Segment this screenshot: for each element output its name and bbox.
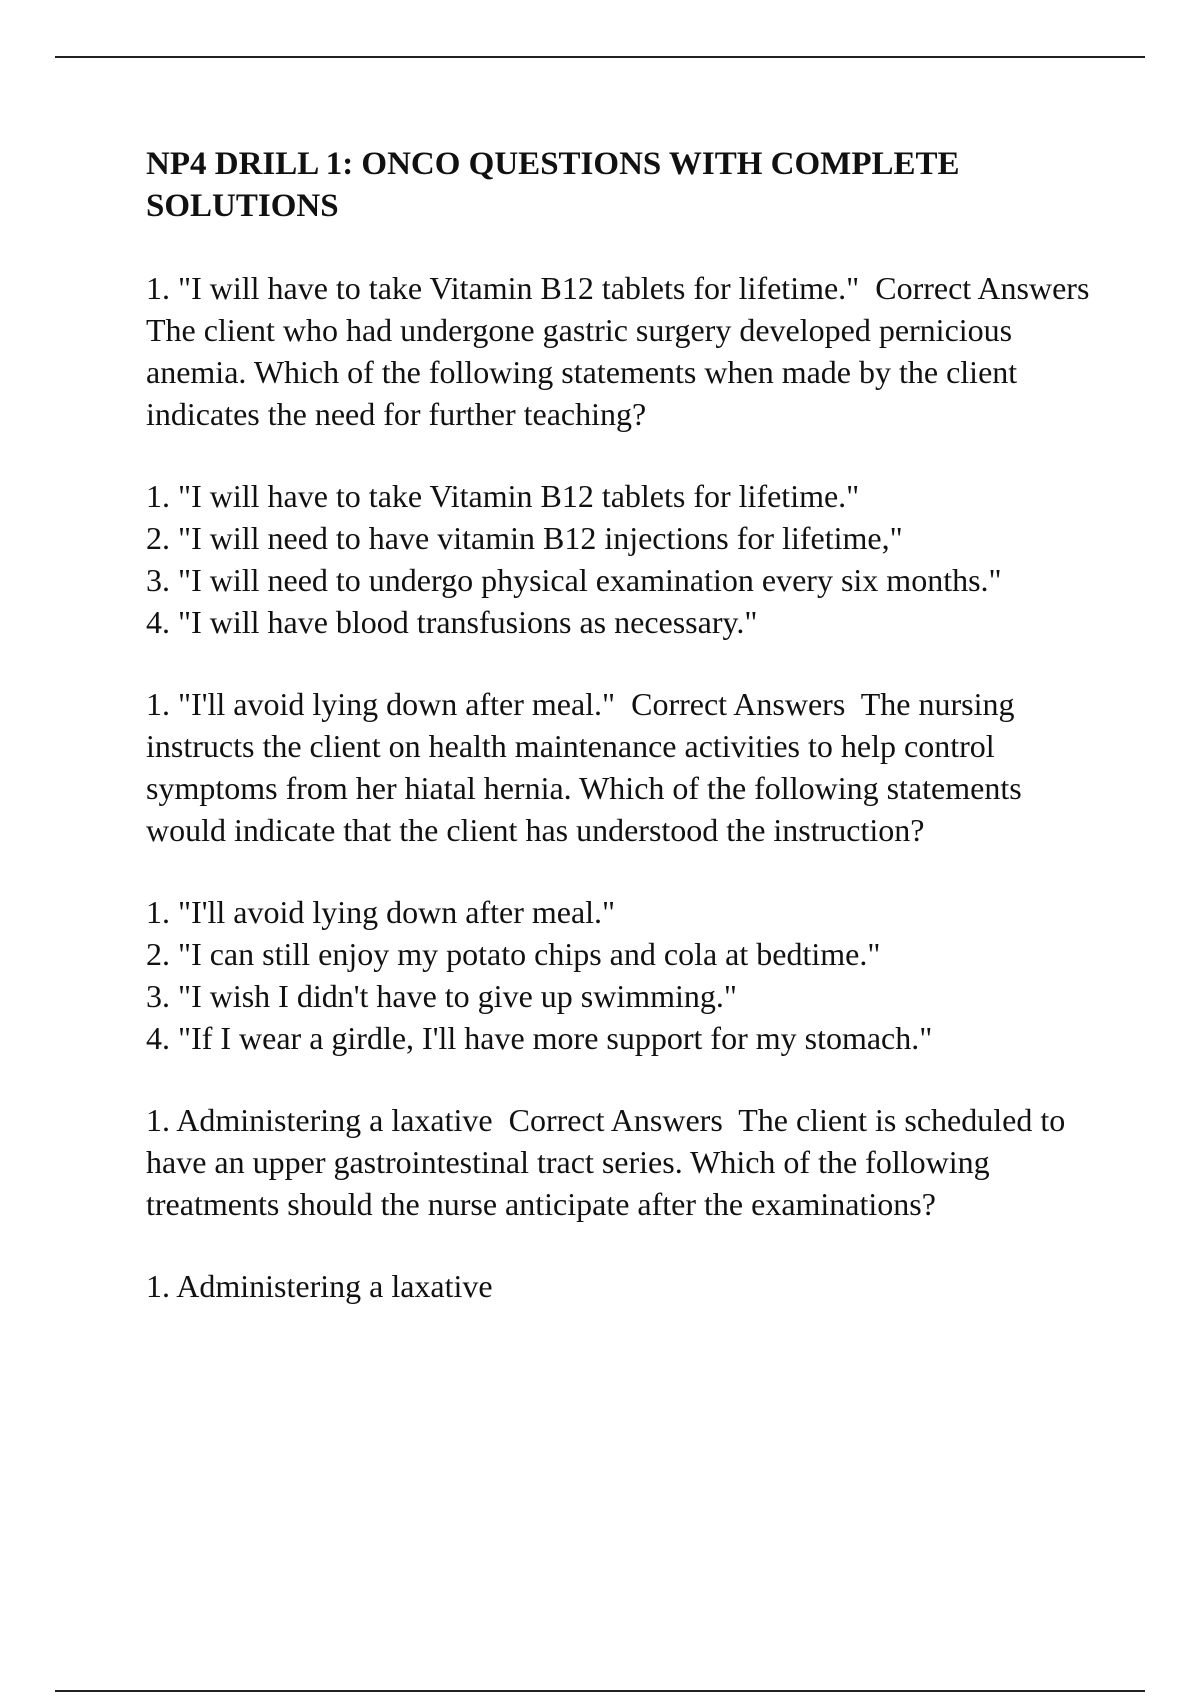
question-text: 1. "I will have to take Vitamin B12 tablets for lifetime." Correct Answers The client who had undergone gastric surgery developed pernicious anemia. Which of the following statements when made by the client indicates the need for further teaching? xyxy=(146,270,1105,432)
option-item: 4. "If I wear a girdle, I'll have more support for my stomach." xyxy=(146,1020,933,1056)
question-block-2 xyxy=(146,683,1106,1059)
option-item: 1. Administering a laxative xyxy=(146,1268,493,1304)
option-item: 3. "I wish I didn't have to give up swimming." xyxy=(146,978,737,1014)
header-rule xyxy=(55,56,1145,58)
question-text: 1. Administering a laxative Correct Answers The client is scheduled to have an upper gastrointestinal tract series. Which of the following treatments should the nurse anticipate after the examinations? xyxy=(146,1102,1074,1222)
option-item: 1. "I will have to take Vitamin B12 tablets for lifetime." xyxy=(146,478,860,514)
option-list xyxy=(146,475,1106,643)
option-item: 3. "I will need to undergo physical examination every six months." xyxy=(146,562,1002,598)
option-item: 2. "I can still enjoy my potato chips and cola at bedtime." xyxy=(146,936,881,972)
document-title: NP4 DRILL 1: ONCO QUESTIONS WITH COMPLETE SOLUTIONS xyxy=(146,146,960,224)
option-list xyxy=(146,891,1106,1059)
footer-rule xyxy=(55,1690,1145,1692)
question-block-1 xyxy=(146,267,1106,643)
document-body xyxy=(146,143,1106,1347)
option-list xyxy=(146,1265,1106,1307)
option-item: 4. "I will have blood transfusions as necessary." xyxy=(146,604,758,640)
question-block-3 xyxy=(146,1099,1106,1307)
option-item: 1. "I'll avoid lying down after meal." xyxy=(146,894,616,930)
question-text: 1. "I'll avoid lying down after meal." Correct Answers The nursing instructs the client on health maintenance activities to help control symptoms from her hiatal hernia. Which of the following statements would indicate that the client has understood the instruction? xyxy=(146,686,1030,848)
option-item: 2. "I will need to have vitamin B12 injections for lifetime," xyxy=(146,520,903,556)
